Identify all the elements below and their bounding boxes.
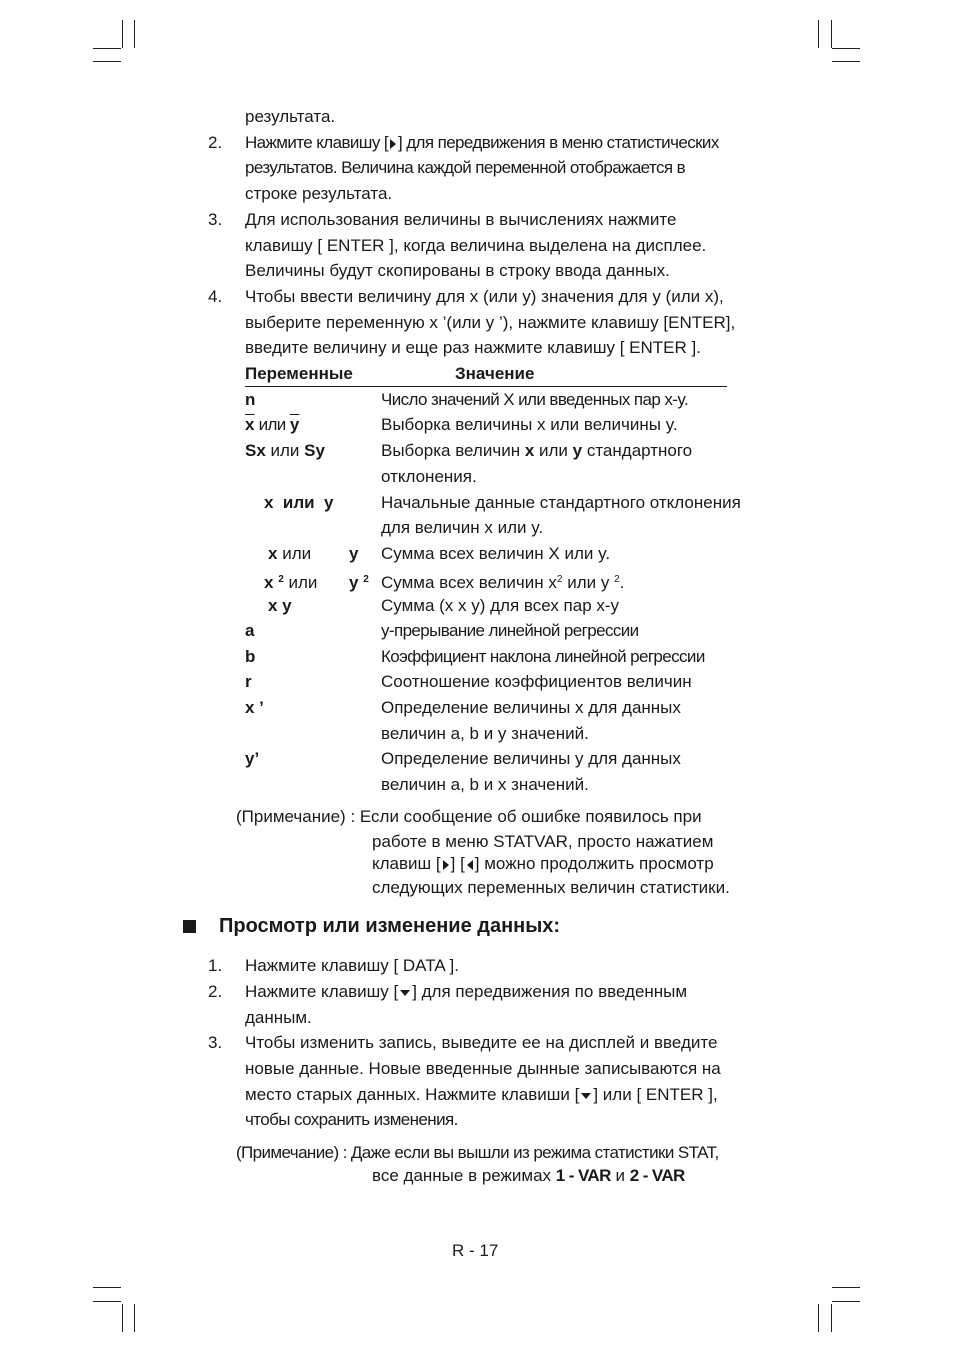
intro-continuation: результата. (245, 107, 336, 126)
down-arrow-key-icon (581, 1093, 591, 1099)
note-label: (Примечание) : (236, 1143, 351, 1162)
square-bullet-icon (183, 920, 196, 933)
step-text: выберите переменную x ’(или y ’), нажмите клавишу [ENTER], (245, 313, 736, 332)
step-number: 2. (208, 982, 223, 1001)
step-text: Нажмите клавишу [ ] для передвижения в меню статистических (245, 133, 719, 152)
step-text: Чтобы изменить запись, выведите ее на дисплей и введите (245, 1033, 718, 1052)
step-text: клавишу [ ENTER ], когда величина выделена на дисплее. (245, 236, 707, 255)
step-text: Чтобы ввести величину для x (или y) значения для y (или x), (245, 287, 724, 306)
right-arrow-key-icon (390, 139, 396, 149)
step-text: Для использования величины в вычислениях нажмите (245, 210, 677, 229)
step-text: Нажмите клавишу [ DATA ]. (245, 956, 459, 975)
step-text: новые данные. Новые введенные дынные записываются на (245, 1059, 721, 1078)
page-number: R - 17 (452, 1241, 499, 1260)
left-arrow-key-icon (467, 860, 473, 870)
down-arrow-key-icon (400, 990, 410, 996)
step-text: строке результата. (245, 184, 393, 203)
right-arrow-key-icon (443, 860, 449, 870)
step-number: 3. (208, 1033, 223, 1052)
step-text: данным. (245, 1008, 312, 1027)
step-text: чтобы сохранить изменения. (245, 1110, 458, 1129)
step-text: Нажмите клавишу [ ] для передвижения по введенным (245, 982, 688, 1001)
step-number: 3. (208, 210, 223, 229)
section-title: Просмотр или изменение данных: (219, 915, 561, 937)
step-text: введите величину и еще раз нажмите клавишу [ ENTER ]. (245, 338, 701, 357)
step-text: Величины будут скопированы в строку ввода данных. (245, 261, 670, 280)
step-number: 2. (208, 133, 223, 152)
step-text: место старых данных. Нажмите клавиши [ ] или [ ENTER ], (245, 1085, 718, 1104)
table-header-value: Значение (455, 364, 535, 383)
step-text: результатов. Величина каждой переменной отображается в (245, 158, 686, 177)
note-label: (Примечание) : (236, 807, 360, 826)
table-header-variables: Переменные (245, 364, 353, 383)
step-number: 4. (208, 287, 223, 306)
step-number: 1. (208, 956, 223, 975)
